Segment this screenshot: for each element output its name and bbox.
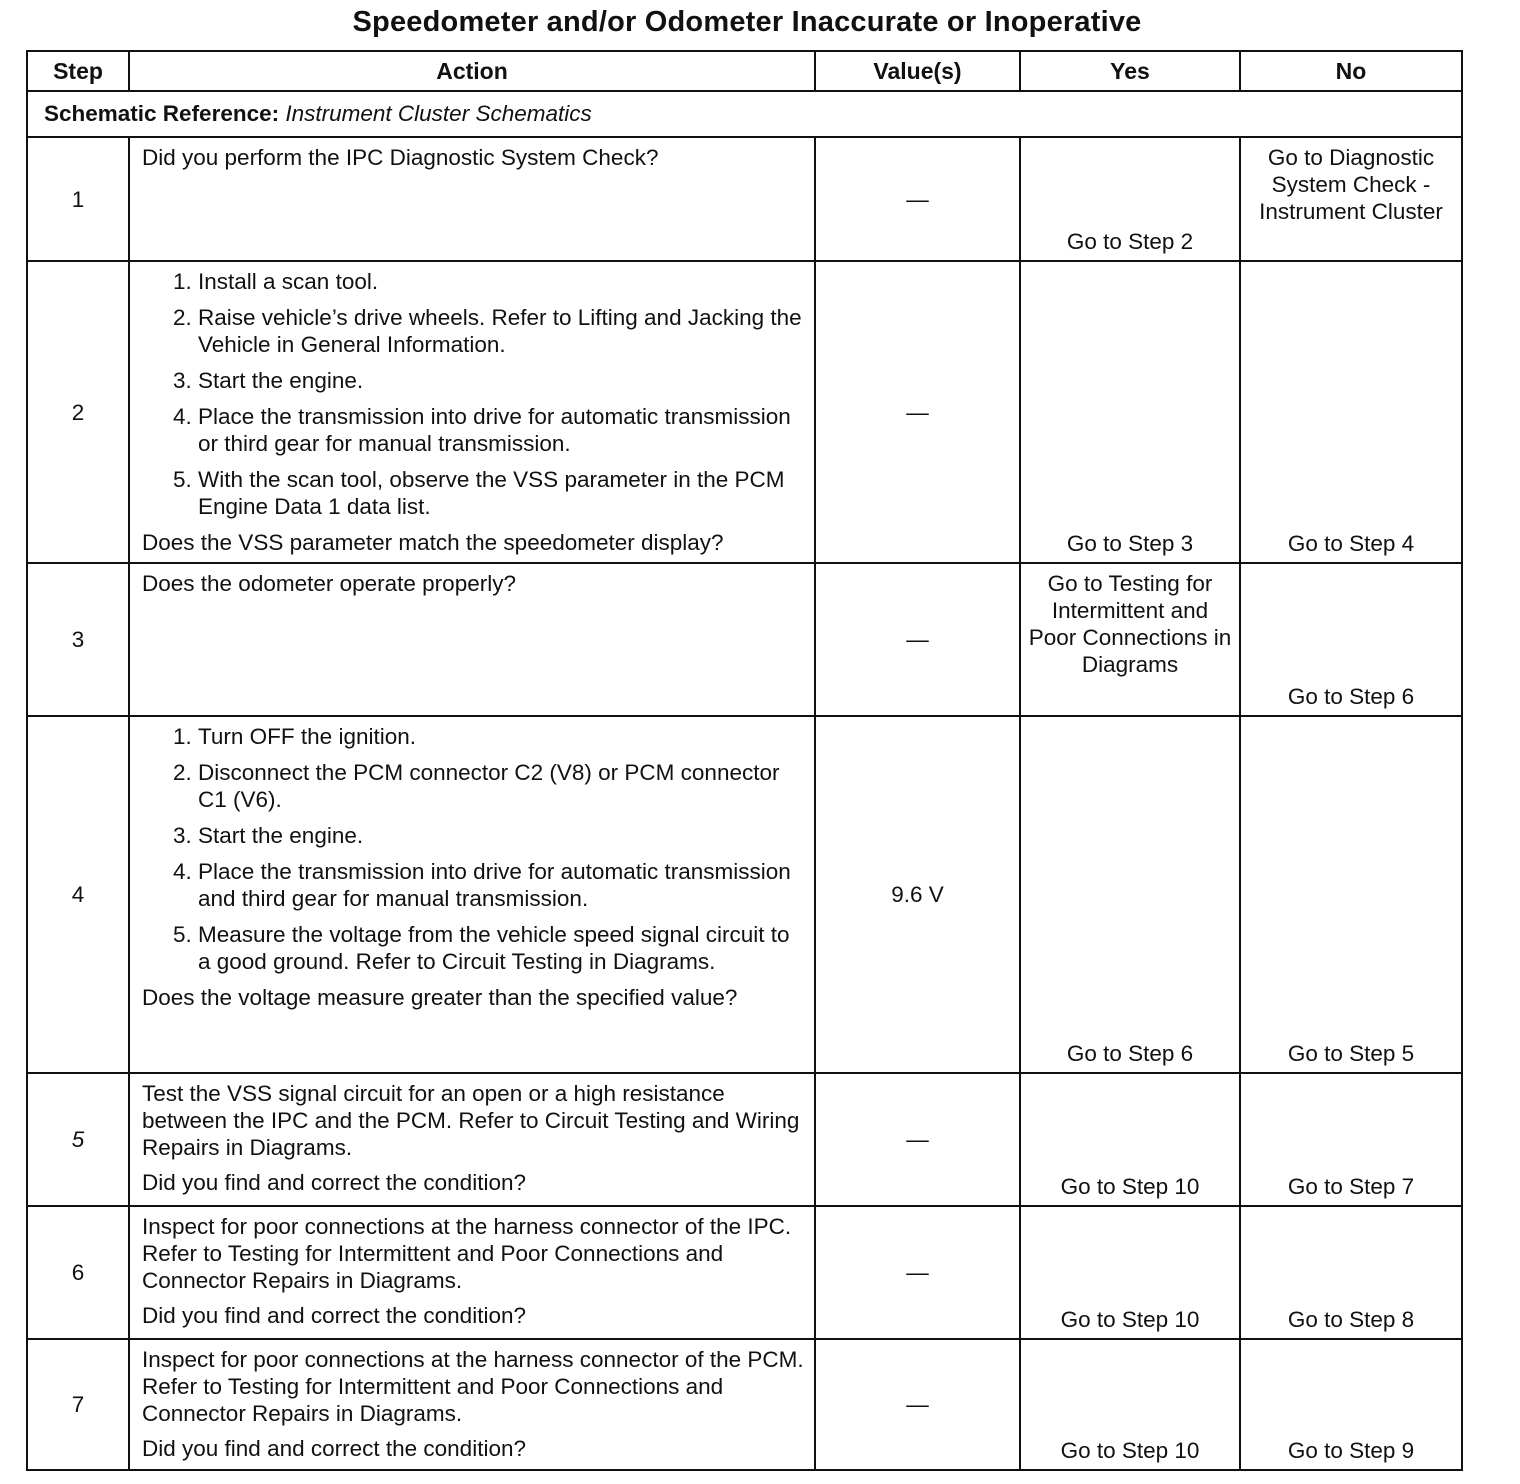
value-cell: — [815, 563, 1020, 716]
no-cell[interactable]: Go to Step 9 [1240, 1339, 1462, 1470]
value-cell: — [815, 137, 1020, 261]
action-cell: Does the odometer operate properly? [129, 563, 815, 716]
no-cell[interactable]: Go to Step 8 [1240, 1206, 1462, 1339]
value-cell: — [815, 1339, 1020, 1470]
step-number: 2 [27, 261, 129, 563]
list-item: 3. Start the engine. [198, 822, 804, 849]
schematic-link[interactable]: Instrument Cluster Schematics [285, 101, 592, 126]
action-cell [129, 1339, 815, 1470]
list-item: 3. Start the engine. [198, 367, 804, 394]
yes-cell[interactable]: Go to Step 2 [1020, 137, 1240, 261]
schematic-row [27, 91, 1462, 137]
table-row [27, 1339, 1462, 1470]
header-action: Action [129, 51, 815, 91]
value-cell: 9.6 V [815, 716, 1020, 1073]
question-text: Does the voltage measure greater than the specified value? [142, 985, 738, 1010]
list-item: 4. Place the transmission into drive for automatic transmission or third gear for manual transmission. [198, 403, 804, 457]
list-item: 5. With the scan tool, observe the VSS parameter in the PCM Engine Data 1 data list. [198, 466, 804, 520]
table-row [27, 137, 1462, 261]
table-row [27, 1206, 1462, 1339]
action-text: Inspect for poor connections at the harness connector of the IPC. Refer to Testing for Intermittent and Poor Connections and Connector Repairs in Diagrams. [142, 1214, 792, 1293]
list-item: 1. Install a scan tool. [198, 268, 804, 295]
action-text: Inspect for poor connections at the harness connector of the PCM. Refer to Testing for Intermittent and Poor Connections and Connector Repairs in Diagrams. [142, 1347, 804, 1426]
document-title: Speedometer and/or Odometer Inaccurate or Inoperative [352, 6, 1142, 38]
action-text: Test the VSS signal circuit for an open or a high resistance between the IPC and the PCM. Refer to Circuit Testing and Wiring Repairs in Diagrams. [142, 1081, 800, 1160]
step-number: 7 [27, 1339, 129, 1470]
question-text: Did you find and correct the condition? [142, 1436, 526, 1461]
action-cell: Did you perform the IPC Diagnostic System Check? [129, 137, 815, 261]
list-item: 4. Place the transmission into drive for automatic transmission and third gear for manual transmission. [198, 858, 804, 912]
action-cell [129, 261, 815, 563]
table-row [27, 716, 1462, 1073]
no-cell[interactable]: Go to Diagnostic System Check - Instrument Cluster [1240, 137, 1462, 261]
step-number: 1 [27, 137, 129, 261]
yes-cell[interactable]: Go to Testing for Intermittent and Poor Connections in Diagrams [1020, 563, 1240, 716]
table-row [27, 1073, 1462, 1206]
procedure-list [142, 268, 804, 520]
header-step: Step [27, 51, 129, 91]
schematic-label: Schematic Reference: [44, 101, 280, 126]
yes-cell[interactable]: Go to Step 10 [1020, 1206, 1240, 1339]
header-yes: Yes [1020, 51, 1240, 91]
no-cell[interactable]: Go to Step 5 [1240, 716, 1462, 1073]
value-cell: — [815, 1073, 1020, 1206]
yes-cell[interactable]: Go to Step 3 [1020, 261, 1240, 563]
step-number: 4 [27, 716, 129, 1073]
procedure-list [142, 723, 804, 975]
action-cell [129, 1206, 815, 1339]
step-number: 5 [27, 1073, 129, 1206]
yes-cell[interactable]: Go to Step 6 [1020, 716, 1240, 1073]
question-text: Did you find and correct the condition? [142, 1170, 526, 1195]
question-text: Did you find and correct the condition? [142, 1303, 526, 1328]
yes-cell[interactable]: Go to Step 10 [1020, 1339, 1240, 1470]
value-cell: — [815, 261, 1020, 563]
list-item: 1. Turn OFF the ignition. [198, 723, 804, 750]
diagnostic-table [26, 50, 1463, 1471]
step-number: 3 [27, 563, 129, 716]
list-item: 2. Disconnect the PCM connector C2 (V8) or PCM connector C1 (V6). [198, 759, 804, 813]
value-cell: — [815, 1206, 1020, 1339]
yes-cell[interactable]: Go to Step 10 [1020, 1073, 1240, 1206]
no-cell[interactable]: Go to Step 6 [1240, 563, 1462, 716]
no-cell[interactable]: Go to Step 4 [1240, 261, 1462, 563]
header-row [27, 51, 1462, 91]
schematic-reference [27, 91, 1462, 137]
action-cell [129, 716, 815, 1073]
action-cell [129, 1073, 815, 1206]
header-no: No [1240, 51, 1462, 91]
step-number: 6 [27, 1206, 129, 1339]
header-values: Value(s) [815, 51, 1020, 91]
table-row [27, 563, 1462, 716]
question-text: Does the VSS parameter match the speedometer display? [142, 530, 724, 555]
list-item: 2. Raise vehicle’s drive wheels. Refer to Lifting and Jacking the Vehicle in General Information. [198, 304, 804, 358]
list-item: 5. Measure the voltage from the vehicle speed signal circuit to a good ground. Refer to Circuit Testing in Diagrams. [198, 921, 804, 975]
table-row [27, 261, 1462, 563]
no-cell[interactable]: Go to Step 7 [1240, 1073, 1462, 1206]
